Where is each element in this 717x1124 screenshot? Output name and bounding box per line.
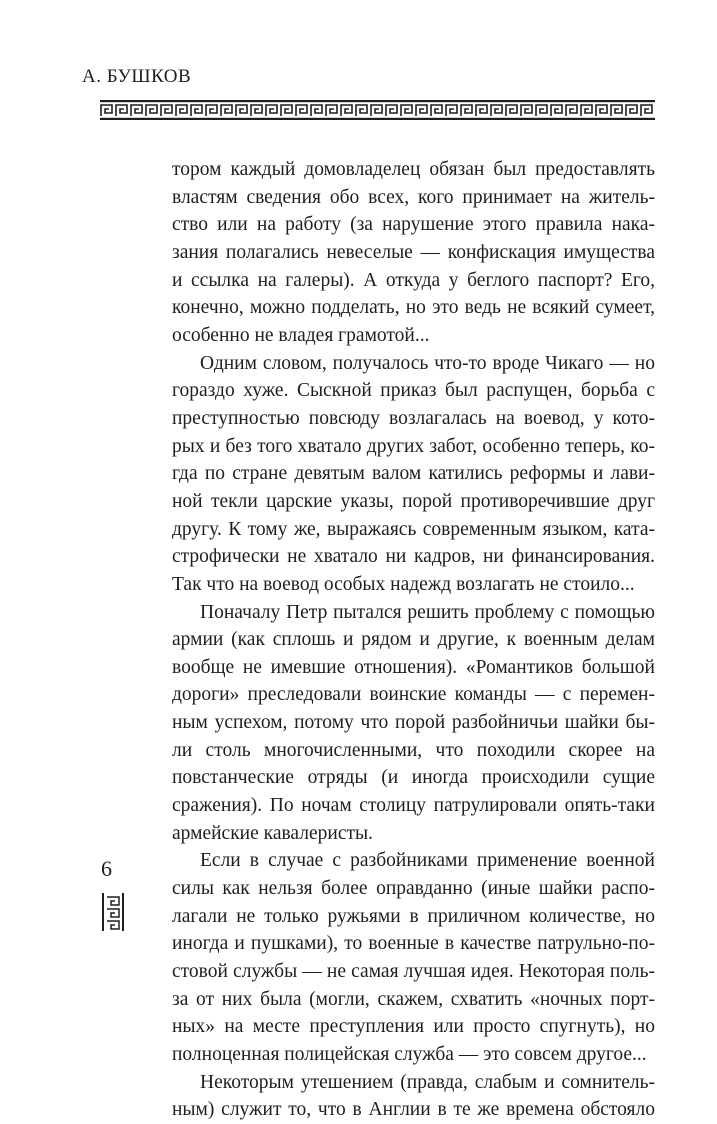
paragraph: Поначалу Петр пытался решить проблему с помощью армии (как сплошь и рядом и другие, к военным делам вообще не имевшие отношения). «Романтиков большой дороги» преследовали воинские команды — с переменным успехом, потому что порой разбойничьи шайки были столь многочисленными, что походили скорее на повстанческие отряды (и иногда происходили сущие сражения). По ночам столицу патрулировали опять-таки армейские кавалеристы. — [172, 601, 655, 844]
paragraph-continuation: тором каждый домовладелец обязан был предоставлять властям сведения обо всех, кого принимает на жительство или на работу (за нарушение этого правила наказания полагались невеселые — конфискация имущества и ссылка на галеры). А откуда у беглого паспорт? Его, конечно, можно подделать, но это ведь не всякий сумеет, особенно не владея грамотой... — [172, 159, 655, 346]
paragraph: Одним словом, получалось что-то вроде Чикаго — но гораздо хуже. Сыскной приказ был распущен, борьба с преступностью повсюду возлагалась на воевод, у которых и без того хватало других забот, особенно теперь, когда по стране девятым валом катились реформы и лавиной текли царские указы, порой противоречившие друг другу. К тому же, выражаясь современным языком, катастрофически не хватало ни кадров, ни финансирования. Так что на воевод особых надежд возлагать не стоило... — [172, 352, 655, 595]
paragraph: Некоторым утешением (правда, слабым и сомнительным) служит то, что в Англии в те же времена обстояло — [172, 1071, 655, 1121]
running-header-author: А. БУШКОВ — [82, 66, 192, 87]
vertical-greek-key-ornament — [102, 893, 124, 931]
body-text — [172, 156, 655, 1124]
greek-key-ornament — [100, 100, 655, 120]
page-number: 6 — [101, 856, 112, 881]
paragraph: Если в случае с разбойниками применение военной силы как нельзя более оправданно (иные шайки располагали не только ружьями в приличном количестве, но иногда и пушками), то военные в качестве патрульно-постовой службы — не самая лучшая идея. Некоторая польза от них была (могли, скажем, схватить «ночных портных» на месте преступления или просто спугнуть), но полноценная полицейская служба — это совсем другое... — [172, 850, 655, 1065]
